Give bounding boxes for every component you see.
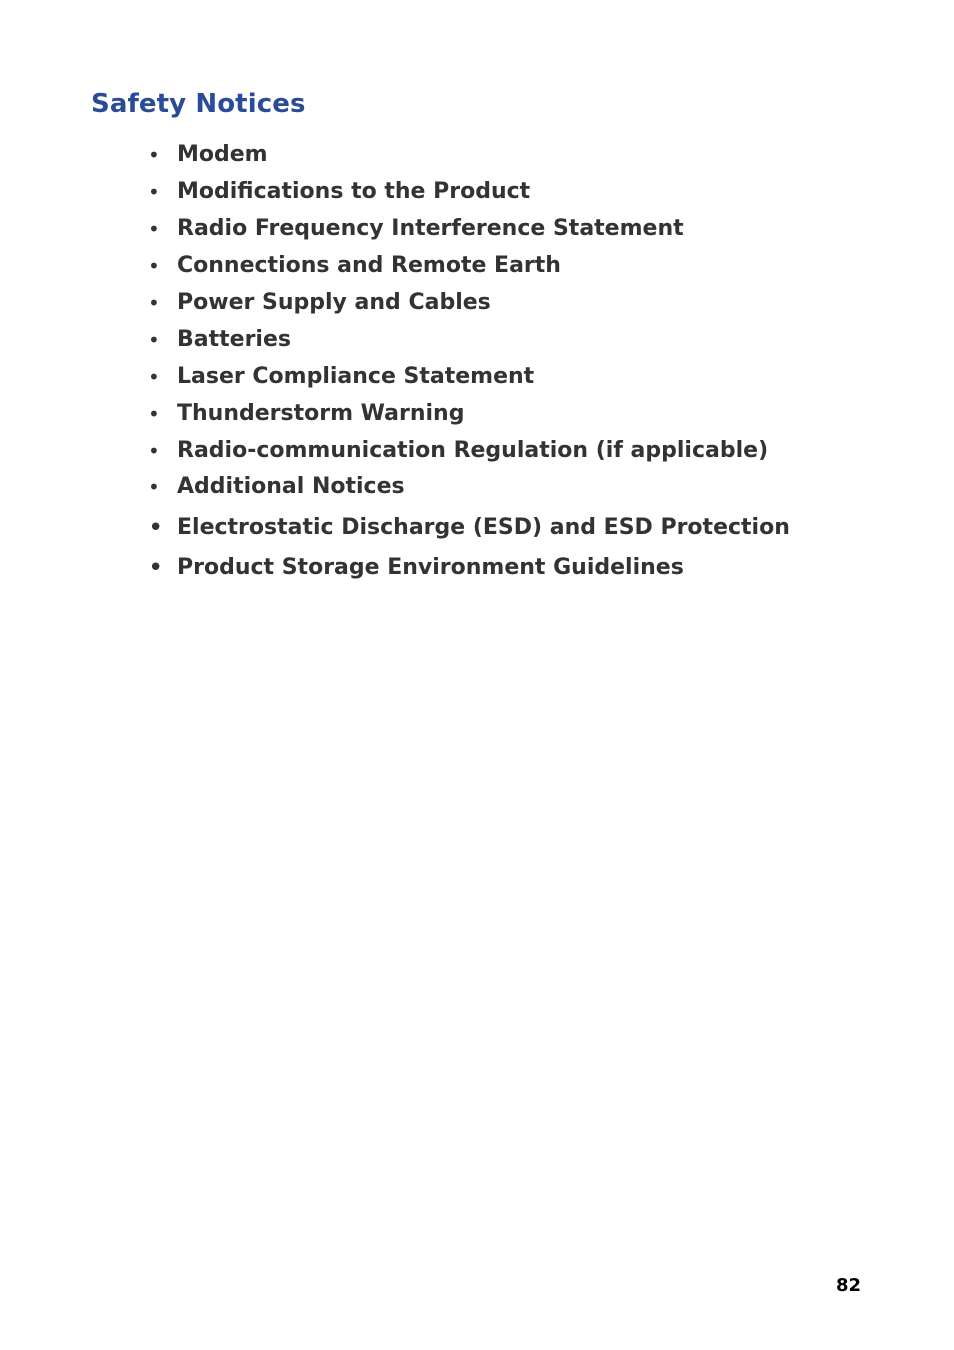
list-item-label: Radio-communication Regulation (if applicable) xyxy=(177,438,769,463)
list-item-label: Radio Frequency Interference Statement xyxy=(177,216,684,241)
bullet-icon: • xyxy=(148,254,160,278)
bullet-icon: • xyxy=(148,553,164,583)
list-item xyxy=(148,140,268,170)
page-title: Safety Notices xyxy=(91,89,306,119)
list-item-label: Modem xyxy=(177,142,268,167)
list-item-label: Product Storage Environment Guidelines xyxy=(177,555,684,580)
bullet-icon: • xyxy=(148,365,160,389)
list-item-label: Additional Notices xyxy=(177,474,405,499)
list-item-label: Thunderstorm Warning xyxy=(177,401,465,426)
list-item-label: Batteries xyxy=(177,327,291,352)
list-item xyxy=(148,553,684,583)
list-item xyxy=(148,472,405,502)
list-item-label: Electrostatic Discharge (ESD) and ESD Protection xyxy=(177,515,790,540)
bullet-icon: • xyxy=(148,513,164,543)
bullet-icon: • xyxy=(148,217,160,241)
list-item-label: Laser Compliance Statement xyxy=(177,364,535,389)
bullet-icon: • xyxy=(148,143,160,167)
list-item xyxy=(148,436,768,466)
list-item xyxy=(148,288,491,318)
list-item xyxy=(148,399,464,429)
bullet-icon: • xyxy=(148,402,160,426)
bullet-icon: • xyxy=(148,439,160,463)
list-item xyxy=(148,177,530,207)
list-item xyxy=(148,251,561,281)
bullet-icon: • xyxy=(148,180,160,204)
list-item-label: Modifications to the Product xyxy=(177,179,531,204)
bullet-icon: • xyxy=(148,328,160,352)
bullet-icon: • xyxy=(148,475,160,499)
list-item xyxy=(148,325,291,355)
list-item xyxy=(148,513,790,543)
list-item-label: Connections and Remote Earth xyxy=(177,253,561,278)
list-item xyxy=(148,214,684,244)
bullet-icon: • xyxy=(148,291,160,315)
page-number: 82 xyxy=(836,1275,862,1296)
list-item xyxy=(148,362,534,392)
list-item-label: Power Supply and Cables xyxy=(177,290,491,315)
